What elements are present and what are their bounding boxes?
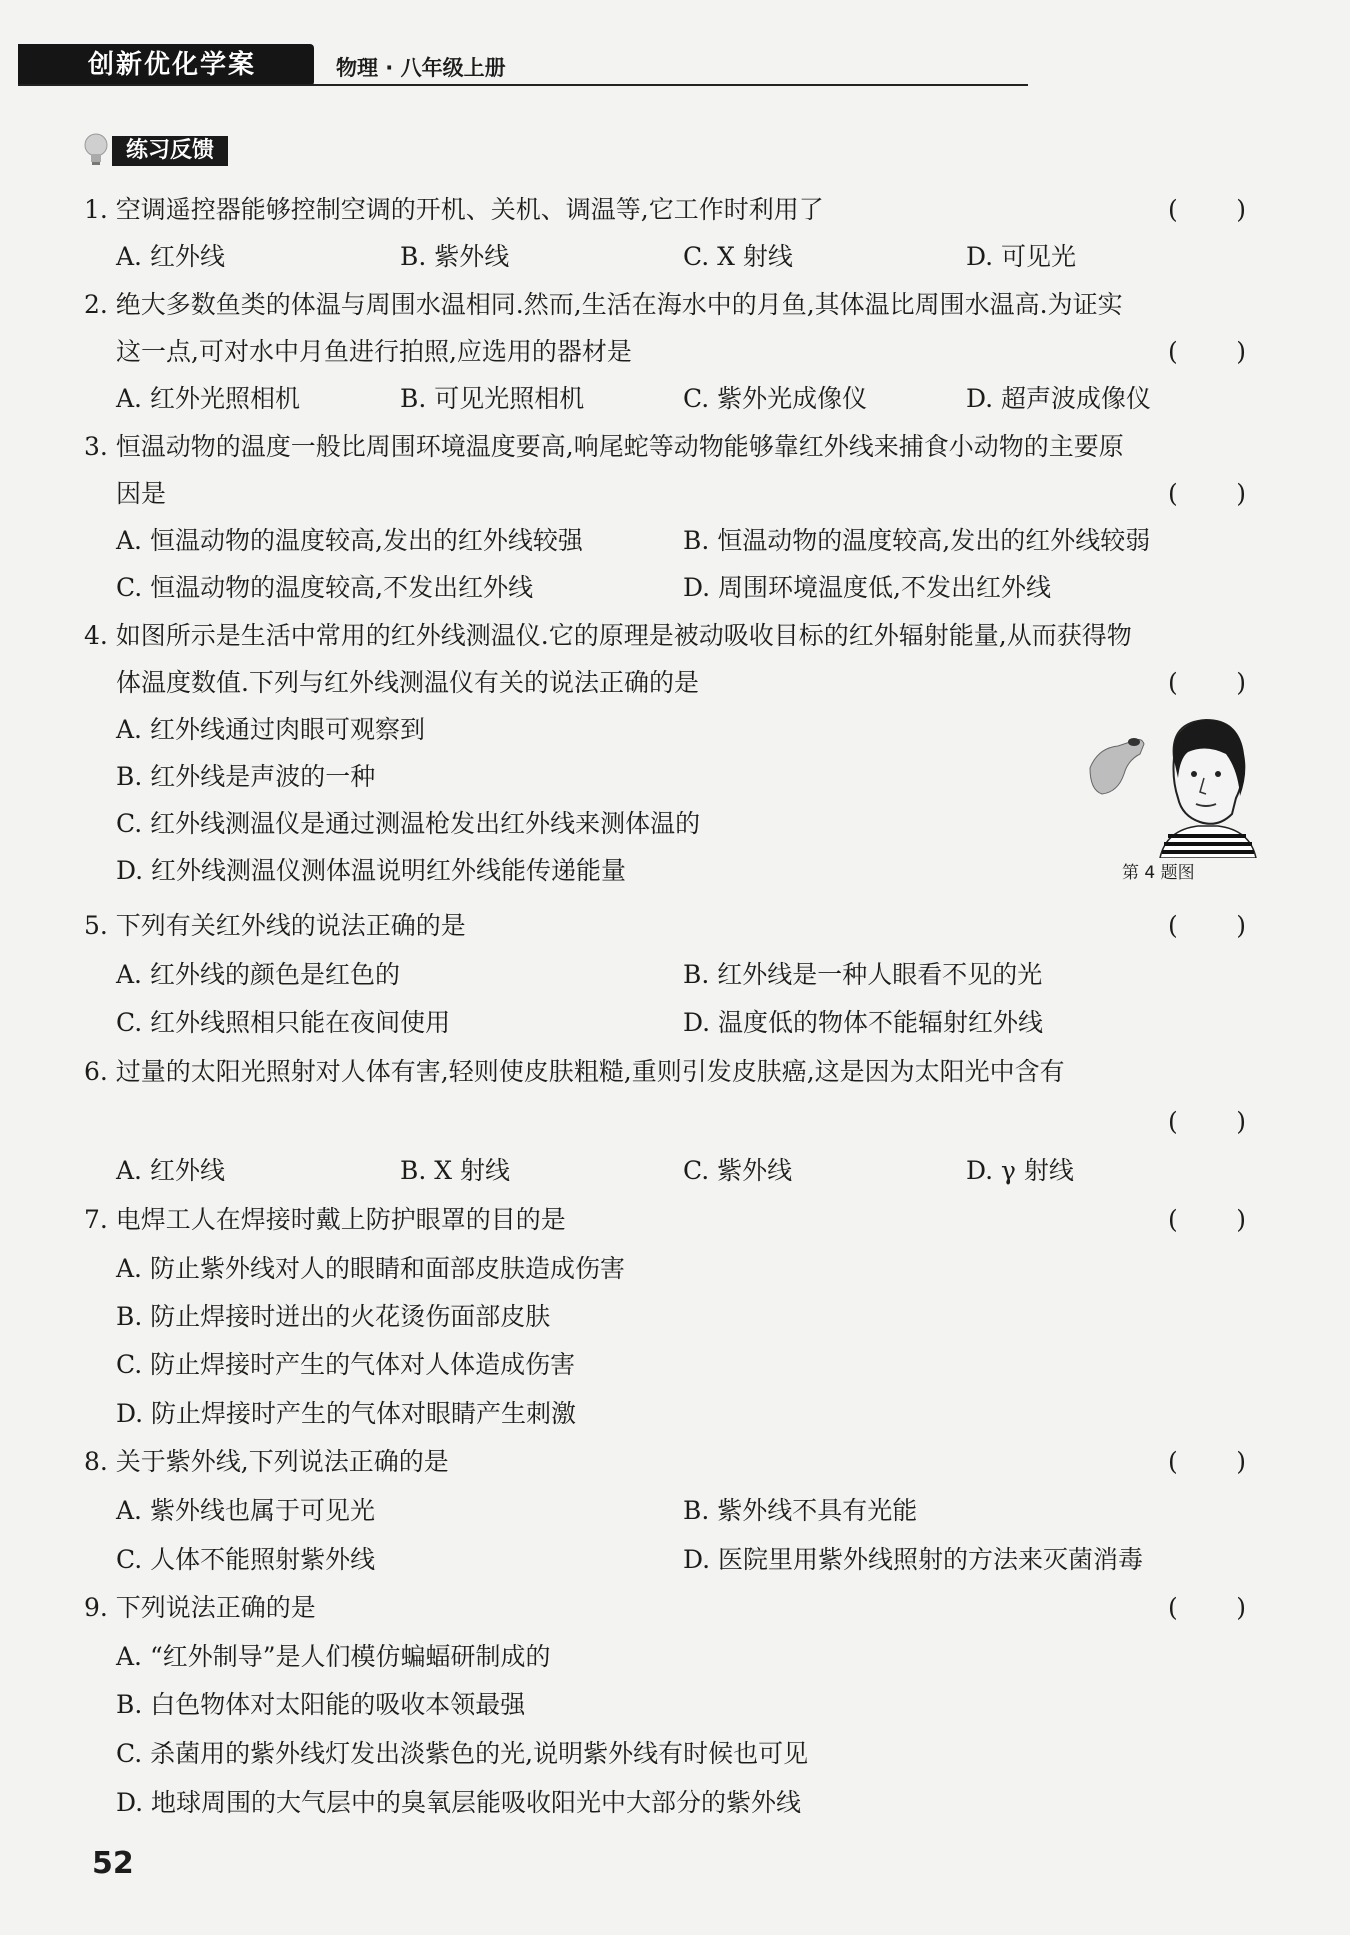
question-1-stem: 1. 空调遥控器能够控制空调的开机、关机、调温等,它工作时利用了	[84, 195, 824, 224]
answer-blank-8: ( )	[1168, 1447, 1246, 1476]
q2-option-a: A. 红外光照相机	[116, 384, 300, 413]
q3-option-b: B. 恒温动物的温度较高,发出的红外线较弱	[683, 526, 1151, 555]
question-6-stem: 6. 过量的太阳光照射对人体有害,轻则使皮肤粗糙,重则引发皮肤癌,这是因为太阳光中含有	[84, 1057, 1065, 1086]
brand-banner: 创新优化学案	[18, 44, 314, 86]
q7-option-c: C. 防止焊接时产生的气体对人体造成伤害	[116, 1350, 576, 1379]
q9-option-c: C. 杀菌用的紫外线灯发出淡紫色的光,说明紫外线有时候也可见	[116, 1739, 809, 1768]
q6-option-b: B. X 射线	[400, 1156, 511, 1185]
q1-option-d: D. 可见光	[966, 242, 1077, 271]
q8-option-b: B. 紫外线不具有光能	[683, 1496, 918, 1525]
q7-option-a: A. 防止紫外线对人的眼睛和面部皮肤造成伤害	[116, 1254, 625, 1283]
answer-blank-1: ( )	[1168, 195, 1246, 224]
answer-blank-9: ( )	[1168, 1593, 1246, 1622]
q1-option-b: B. 紫外线	[400, 242, 510, 271]
answer-blank-7: ( )	[1168, 1205, 1246, 1234]
q9-option-d: D. 地球周围的大气层中的臭氧层能吸收阳光中大部分的紫外线	[116, 1788, 802, 1817]
q4-option-b: B. 红外线是声波的一种	[116, 762, 376, 791]
lightbulb-icon	[82, 132, 110, 168]
subject-label: 物理 · 八年级上册	[336, 56, 506, 80]
q1-option-c: C. X 射线	[683, 242, 793, 271]
page-number: 52	[92, 1846, 134, 1881]
figure-caption: 第 4 题图	[1122, 863, 1195, 883]
q2-option-c: C. 紫外光成像仪	[683, 384, 868, 413]
q2-option-b: B. 可见光照相机	[400, 384, 585, 413]
question-4-stem: 4. 如图所示是生活中常用的红外线测温仪.它的原理是被动吸收目标的红外辐射能量,从而获得物	[84, 621, 1132, 650]
question-7-stem: 7. 电焊工人在焊接时戴上防护眼罩的目的是	[84, 1205, 566, 1234]
question-8-stem: 8. 关于紫外线,下列说法正确的是	[84, 1447, 449, 1476]
q5-option-a: A. 红外线的颜色是红色的	[116, 960, 400, 989]
q2-option-d: D. 超声波成像仪	[966, 384, 1152, 413]
q8-option-c: C. 人体不能照射紫外线	[116, 1545, 376, 1574]
answer-blank-3: ( )	[1168, 479, 1246, 508]
header-rule	[18, 84, 1028, 86]
q6-option-d: D. γ 射线	[966, 1156, 1074, 1185]
q3-option-a: A. 恒温动物的温度较高,发出的红外线较强	[116, 526, 583, 555]
q9-option-b: B. 白色物体对太阳能的吸收本领最强	[116, 1690, 526, 1719]
q7-option-d: D. 防止焊接时产生的气体对眼睛产生刺激	[116, 1399, 577, 1428]
question-9-stem: 9. 下列说法正确的是	[84, 1593, 316, 1622]
q6-option-a: A. 红外线	[116, 1156, 225, 1185]
q4-option-c: C. 红外线测温仪是通过测温枪发出红外线来测体温的	[116, 809, 701, 838]
q4-option-a: A. 红外线通过肉眼可观察到	[116, 715, 425, 744]
q3-option-d: D. 周围环境温度低,不发出红外线	[683, 573, 1051, 602]
answer-blank-6: ( )	[1168, 1107, 1246, 1136]
q8-option-a: A. 紫外线也属于可见光	[116, 1496, 375, 1525]
q4-option-d: D. 红外线测温仪测体温说明红外线能传递能量	[116, 856, 627, 885]
q6-option-c: C. 紫外线	[683, 1156, 793, 1185]
section-title: 练习反馈	[112, 136, 228, 166]
q3-option-c: C. 恒温动物的温度较高,不发出红外线	[116, 573, 534, 602]
answer-blank-4: ( )	[1168, 668, 1246, 697]
answer-blank-2: ( )	[1168, 337, 1246, 366]
q7-option-b: B. 防止焊接时迸出的火花烫伤面部皮肤	[116, 1302, 551, 1331]
question-4-stem-cont: 体温度数值.下列与红外线测温仪有关的说法正确的是	[116, 668, 699, 697]
question-5-stem: 5. 下列有关红外线的说法正确的是	[84, 911, 466, 940]
q1-option-a: A. 红外线	[116, 242, 225, 271]
question-2-stem: 2. 绝大多数鱼类的体温与周围水温相同.然而,生活在海水中的月鱼,其体温比周围水温高.为证实	[84, 290, 1123, 319]
answer-blank-5: ( )	[1168, 911, 1246, 940]
question-3-stem: 3. 恒温动物的温度一般比周围环境温度要高,响尾蛇等动物能够靠红外线来捕食小动物的主要原	[84, 432, 1124, 461]
q5-option-b: B. 红外线是一种人眼看不见的光	[683, 960, 1043, 989]
q5-option-c: C. 红外线照相只能在夜间使用	[116, 1008, 451, 1037]
question-2-stem-cont: 这一点,可对水中月鱼进行拍照,应选用的器材是	[116, 337, 632, 366]
q5-option-d: D. 温度低的物体不能辐射红外线	[683, 1008, 1044, 1037]
q9-option-a: A. “红外制导”是人们模仿蝙蝠研制成的	[116, 1642, 551, 1671]
q8-option-d: D. 医院里用紫外线照射的方法来灭菌消毒	[683, 1545, 1144, 1574]
question-3-stem-cont: 因是	[116, 479, 167, 508]
thermometer-figure	[1088, 718, 1260, 858]
